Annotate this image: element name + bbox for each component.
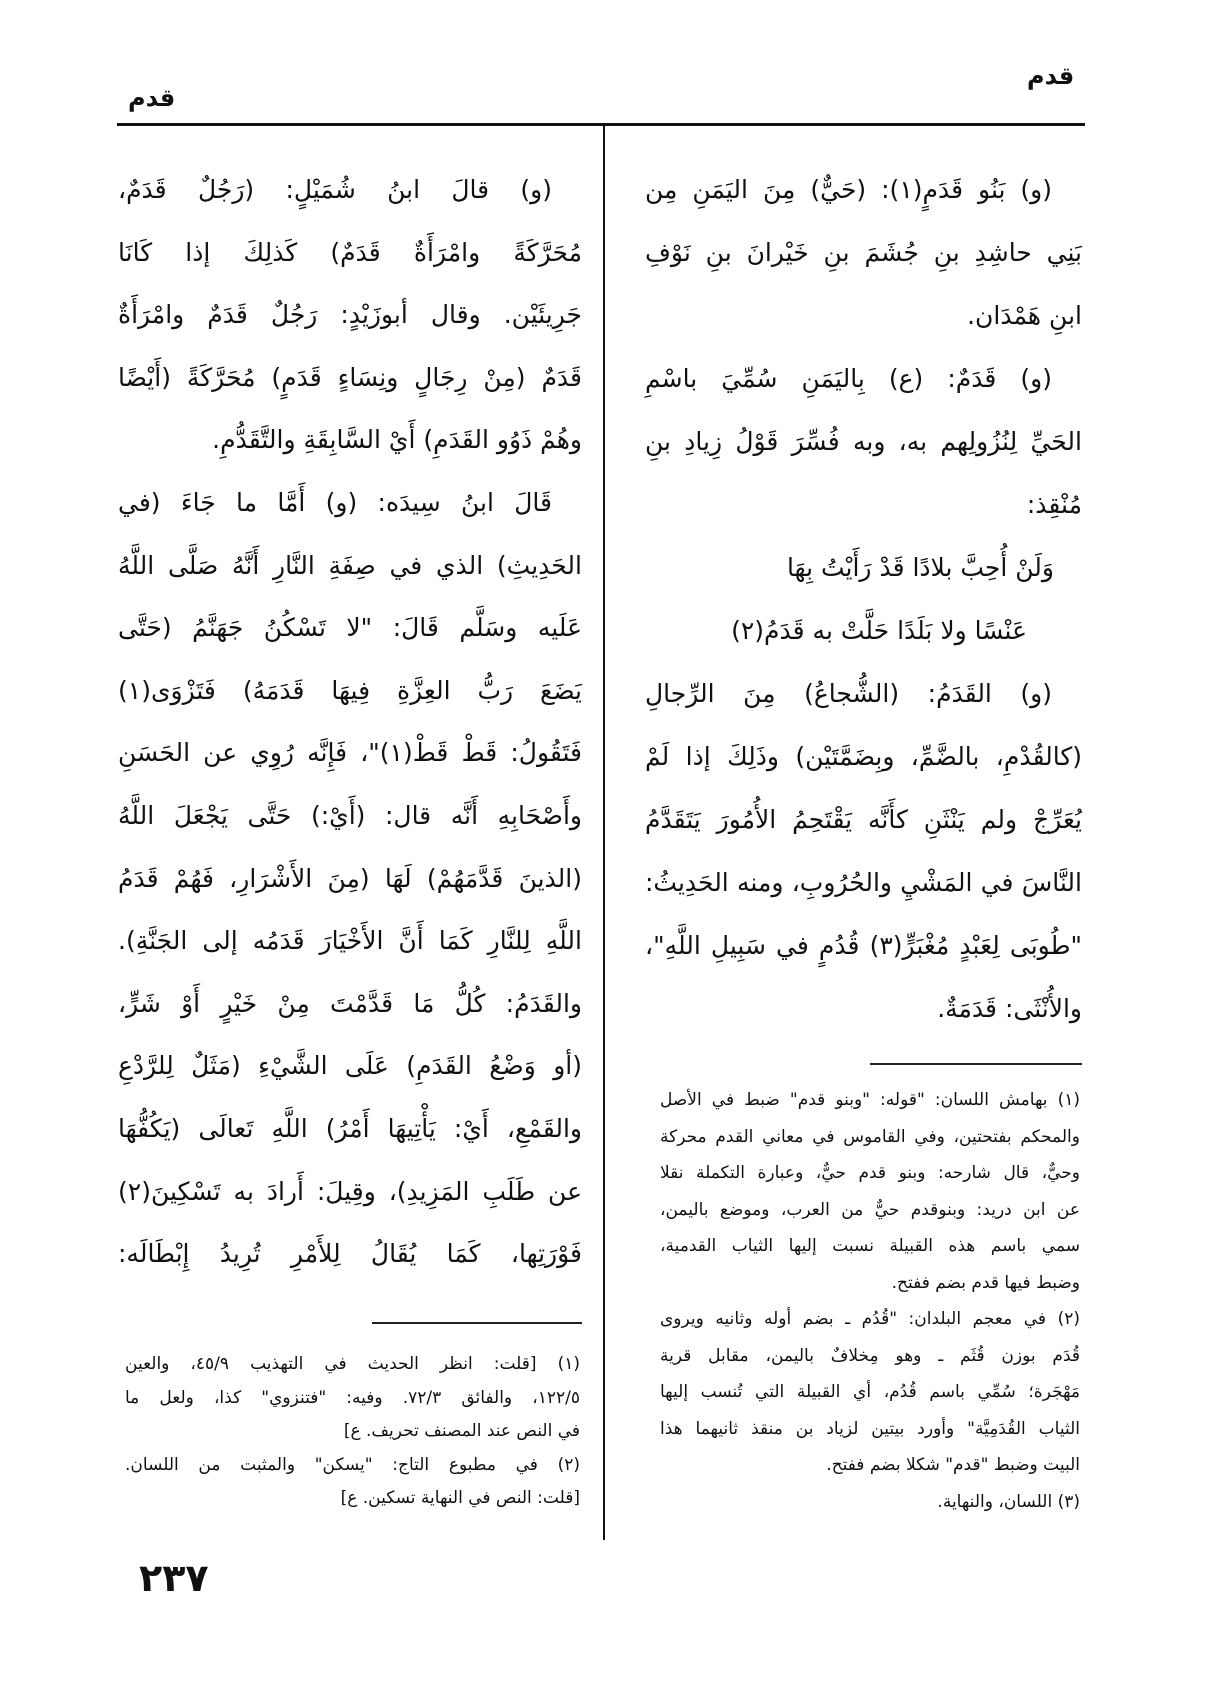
text-line: وَلَنْ أُحِبَّ بلادًا قَدْ رَأَيْتُ بِهَا [786, 553, 1054, 582]
text-line: النَّاسَ في المَشْيِ والحُرُوبِ، ومنه الحَدِيثُ: [645, 868, 1082, 897]
footnote-line: (٢) في مطبوع التاج: "يسكن" والمثبت من اللسان. [125, 1454, 580, 1475]
text-line: يُعَرِّجْ ولم يَنْثَنِ كأَنَّه يَقْتَحِمُ الأُمُورَ يَتَقَدَّمُ [645, 805, 1082, 834]
text-line: ابنِ هَمْدَان. [967, 301, 1082, 330]
text-line: عن طَلَبِ المَزِيدِ)، وقِيلَ: أَرادَ به تَسْكِينَ(٢) [118, 1176, 582, 1206]
running-header-right: قدم [1027, 62, 1075, 90]
text-line: (و) بَنُو قَدَمٍ(١): (حَيٌّ) مِنَ اليَمَنِ مِن [645, 175, 1052, 204]
footnote-line: الثياب القُدَمِيَّة" وأورد بيتين لزياد بن منقذ ثانيهما هذا [660, 1418, 1080, 1439]
text-line: "طُوبَى لِعَبْدٍ مُغْبَرٍّ(٣) قُدُمٍ في سَبِيلِ اللَّهِ"، [645, 931, 1082, 960]
running-header-left: قدم [128, 84, 176, 112]
text-line: الحَدِيثِ) الذي في صِفَةِ النَّارِ أَنَّهُ صَلَّى اللَّهُ [118, 550, 582, 580]
text-line: (و) القَدَمُ: (الشُّجاعُ) مِنَ الرِّجالِ [645, 679, 1052, 708]
text-line: فَتَقُولُ: قَطْ قَطْ(١)"، فَإِنَّه رُوِي عن الحَسَنِ [118, 738, 582, 768]
text-line: وهُمْ ذَوُو القَدَمِ) أَيْ السَّابِقَةِ والتَّقَدُّمِ. [212, 425, 582, 455]
footnote-line: سمي باسم هذه القبيلة نسبت إليها الثياب القدمية، [660, 1236, 1080, 1256]
text-line: فَوْرَتِها، كَمَا يُقَالُ لِلأَمْرِ تُرِيدُ إِبْطَالَه: [118, 1239, 582, 1269]
footnote-line: (٢) في معجم البلدان: "قُدُم ـ بضم أوله وثانيه ويروى [660, 1309, 1080, 1329]
footnote-line: مَهْجَرة؛ سُمِّي باسم قُدُم، أي القبيلة التي تُنسب إليها [660, 1382, 1080, 1402]
footnote-line: البيت وضبط "قدم" شكلا بضم ففتح. [826, 1455, 1080, 1475]
text-line: (أو وَضْعُ القَدَمِ) عَلَى الشَّيْءِ (مَثَلٌ لِلرَّدْعِ [118, 1051, 582, 1081]
text-line: (كالقُدْمِ، بالضَّمِّ، وبِضَمَّتَيْن) وذَلِكَ إذا لَمْ [645, 742, 1082, 771]
footnote-line: (١) بهامش اللسان: "قوله: "وبنو قدم" ضبط في الأصل [660, 1090, 1080, 1110]
text-line: والأُنْثَى: قَدَمَةٌ. [937, 994, 1082, 1023]
footnote-line: والمحكم بفتحتين، وفي القاموس في معاني القدم محركة [660, 1126, 1080, 1147]
text-line: (و) قَدَمٌ: (ع) بِاليَمَنِ سُمِّيَ باسْمِ [645, 364, 1052, 393]
text-line: مُنْقِذ: [1026, 490, 1082, 519]
footnote-line: وحيٌّ، قال شارحه: وبنو قدم حيٌّ، وعبارة التكملة نقلا [660, 1163, 1080, 1183]
text-line: اللَّهِ لِلنَّارِ كَمَا أَنَّ الأَخْيَارَ قَدَمُه إلى الجَنَّةِ). [118, 926, 582, 956]
text-line: مُحَرَّكَةً وامْرَأَةٌ قَدَمٌ) كَذلِكَ إذا كَانَا [118, 237, 582, 267]
footnote-separator-right [870, 1063, 1082, 1065]
text-line: عَنْسًا ولا بَلَدًا حَلَّتْ به قَدَمُ(٢) [731, 616, 1027, 645]
text-line: الحَيِّ لِنُزُولِهم به، وبه فُسِّرَ قَوْلُ زِيادِ بنِ [645, 427, 1082, 456]
text-line: (و) قالَ ابنُ شُمَيْلٍ: (رَجُلٌ قَدَمٌ، [118, 175, 552, 204]
column-divider [603, 125, 605, 1540]
footnote-line: (٣) اللسان، والنهاية. [937, 1491, 1080, 1512]
text-line: عَلَيه وسَلَّم قَالَ: "لا تَسْكُنُ جَهَنَّمُ (حَتَّى [118, 613, 582, 643]
footnote-line: وضبط فيها قدم بضم ففتح. [891, 1272, 1080, 1293]
text-line: بَنِي حاشِدِ بنِ جُشَمَ بنِ خَيْرانَ بنِ نَوْفِ [645, 238, 1082, 267]
text-line: (الذينَ قَدَّمَهُمْ) لَهَا (مِنَ الأَشْرَارِ، فَهُمْ قَدَمُ [118, 863, 582, 893]
footnote-line: (١) [قلت: انظر الحديث في التهذيب ٤٥/٩، والعين [125, 1354, 580, 1374]
text-line: جَرِيئَيْن. وقال أبوزَيْدٍ: رَجُلٌ قَدَمٌ وامْرَأَةٌ [118, 300, 582, 330]
page-number: ٢٣٧ [139, 1556, 209, 1600]
text-line: يَضَعَ رَبُّ العِزَّةِ فِيهَا قَدَمَهُ) فَتَزْوَى(١) [118, 675, 582, 705]
footnote-line: ١٢٢/٥، والفائق ٧٢/٣. وفيه: "فتنزوي" كذا، ولعل ما [125, 1387, 580, 1408]
header-rule [117, 123, 1085, 126]
footnote-line: [قلت: النص في النهاية تسكين. ع] [340, 1488, 580, 1508]
text-line: والقَدَمُ: كُلُّ مَا قَدَّمْتَ مِنْ خَيْرٍ أَوْ شَرٍّ، [118, 988, 582, 1018]
text-line: وأَصْحَابِهِ أَنَّه قال: (أَيْ:) حَتَّى يَجْعَلَ اللَّهُ [118, 801, 582, 830]
text-line: قَالَ ابنُ سِيدَه: (و) أَمَّا ما جَاءَ (في [118, 488, 552, 517]
footnote-line: عن ابن دريد: وبنوقدم حيٌّ من العرب، وموضع باليمن، [660, 1199, 1080, 1220]
footnote-separator-left [372, 1322, 582, 1324]
footnote-line: قُدَم بوزن قُثَم ـ وهو مِخلافٌ باليمن، مقابل قرية [660, 1345, 1080, 1366]
footnote-line: في النص عند المصنف تحريف. ع] [343, 1421, 580, 1441]
text-line: والقَمْعِ، أَيْ: يَأْتِيهَا أَمْرُ) اللَّهِ تَعالَى (يَكُفُّهَا [118, 1114, 582, 1143]
text-line: قَدَمٌ (مِنْ رِجَالٍ ونِسَاءٍ قَدَمٍ) مُحَرَّكَةً (أَيْضًا [118, 362, 582, 392]
